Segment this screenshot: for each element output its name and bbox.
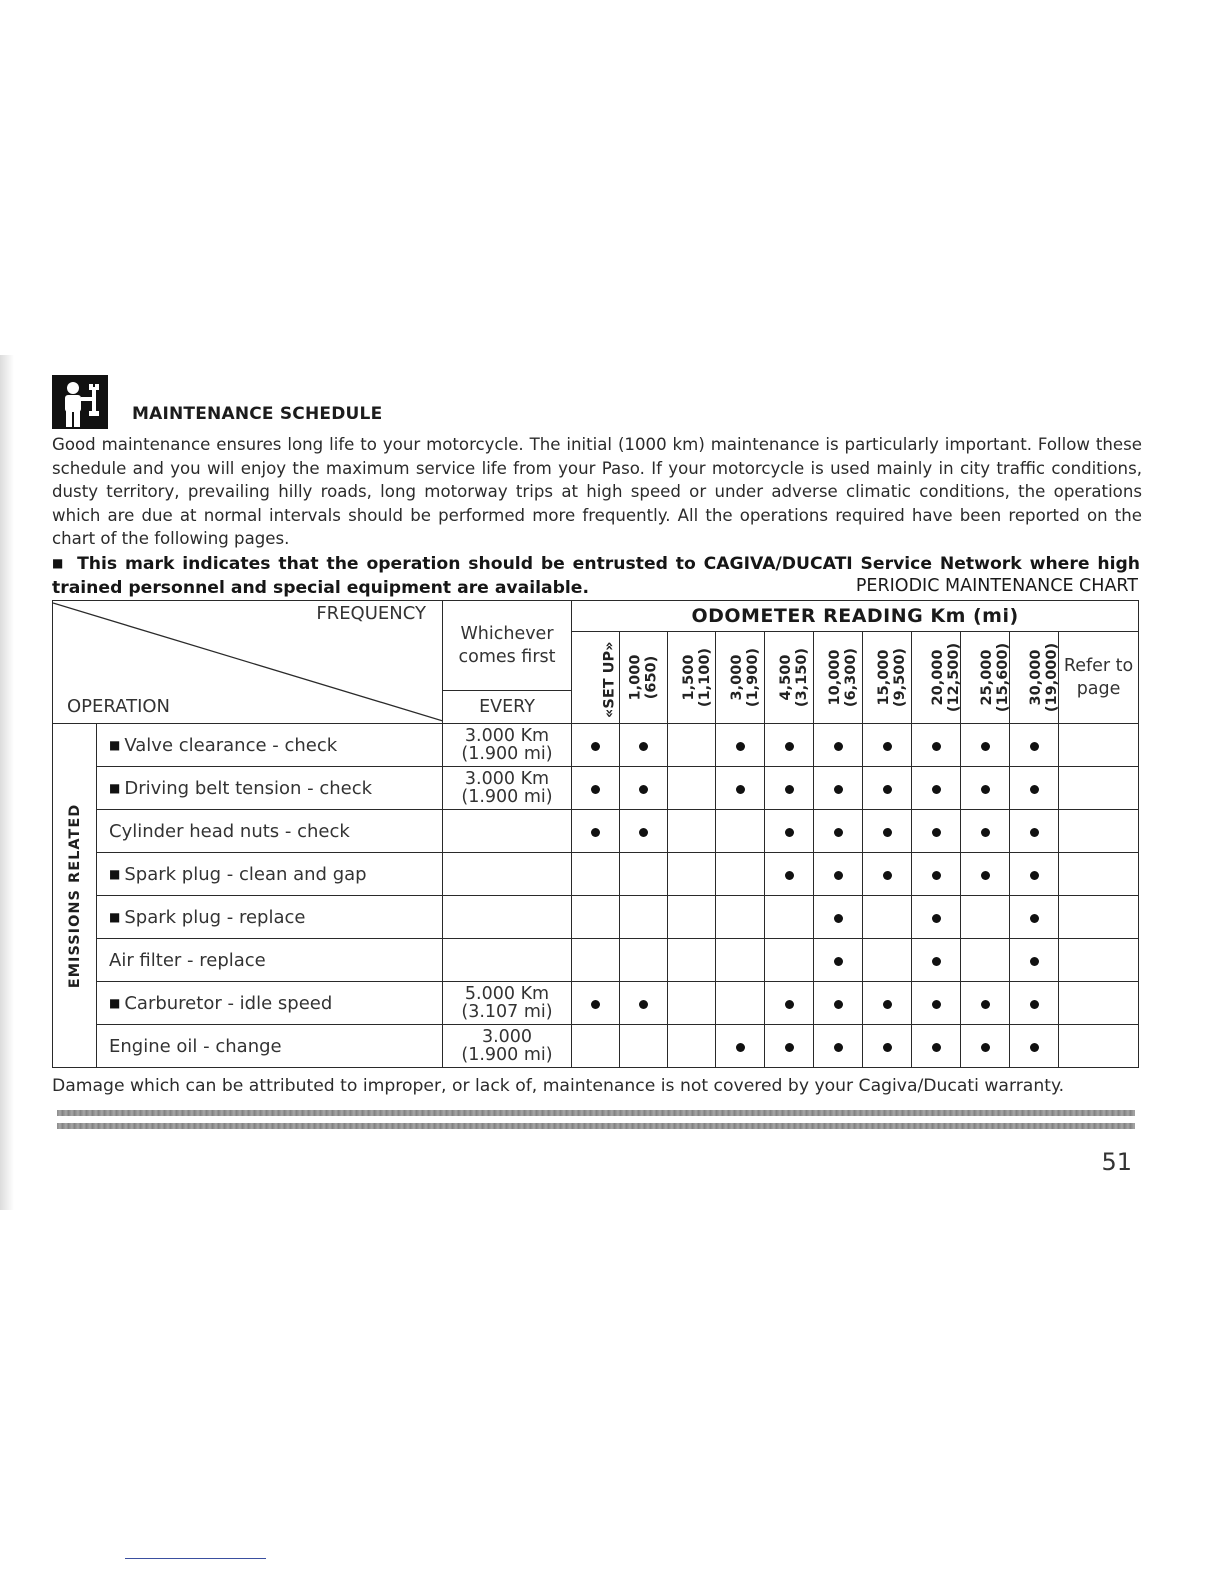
odometer-column-header (765, 632, 814, 724)
service-dot (981, 871, 990, 880)
operation-cell (97, 724, 443, 767)
table-row (53, 767, 1139, 810)
service-dot (981, 742, 990, 751)
service-dot (883, 871, 892, 880)
schedule-cell (716, 853, 765, 896)
schedule-cell (765, 982, 814, 1025)
schedule-cell (814, 810, 863, 853)
service-dot (1030, 785, 1039, 794)
service-dot (834, 785, 843, 794)
group-cell (53, 724, 97, 1068)
odometer-column-label (877, 648, 908, 707)
schedule-cell (961, 1025, 1010, 1068)
odometer-mi: (12,500) (945, 642, 962, 713)
odometer-column-label (628, 655, 659, 701)
whichever-header: Whichever comes first (443, 601, 572, 691)
table-row (53, 853, 1139, 896)
service-dot (1030, 957, 1039, 966)
service-dot (1030, 1000, 1039, 1009)
schedule-cell (765, 1025, 814, 1068)
service-dot (883, 1043, 892, 1052)
odometer-column-header (863, 632, 912, 724)
divider-rule (57, 1110, 1135, 1116)
service-dot (932, 914, 941, 923)
odometer-km: «SET UP» (601, 641, 618, 718)
interval-line: 3.000 (481, 1027, 533, 1047)
schedule-cell (620, 896, 668, 939)
operation-name: Carburetor - idle speed (124, 992, 333, 1014)
service-dot (932, 1000, 941, 1009)
schedule-cell (572, 724, 620, 767)
schedule-cell (620, 810, 668, 853)
operation-name: Driving belt tension - check (124, 777, 373, 799)
operation-cell (97, 853, 443, 896)
schedule-cell (814, 724, 863, 767)
operation-cell (97, 810, 443, 853)
corner-header (53, 601, 443, 724)
schedule-cell (572, 810, 620, 853)
service-dot (883, 785, 892, 794)
schedule-cell (814, 1025, 863, 1068)
interval-line: (3.107 mi) (461, 1002, 553, 1022)
schedule-cell (668, 939, 716, 982)
operation-name: Air filter - replace (109, 949, 266, 971)
odometer-column-header (572, 632, 620, 724)
service-dot (981, 1043, 990, 1052)
odometer-km: 15,000 (876, 649, 893, 706)
service-dot (834, 742, 843, 751)
refer-cell (1059, 724, 1139, 767)
schedule-cell (620, 767, 668, 810)
service-dot (834, 871, 843, 880)
schedule-cell (1010, 853, 1059, 896)
schedule-cell (572, 982, 620, 1025)
service-dot (981, 785, 990, 794)
table-row (53, 724, 1139, 767)
interval-line: (1.900 mi) (461, 744, 553, 764)
interval-cell (443, 853, 572, 896)
service-dot (639, 828, 648, 837)
page-edge-shadow (0, 355, 14, 1210)
table-row (53, 896, 1139, 939)
operation-cell (97, 982, 443, 1025)
schedule-cell (863, 853, 912, 896)
odometer-column-label (602, 641, 618, 717)
odometer-mi: (9,500) (891, 647, 908, 708)
service-dot (834, 957, 843, 966)
schedule-cell (716, 810, 765, 853)
page-number: 51 (1101, 1148, 1132, 1176)
service-dot (736, 785, 745, 794)
service-dot (932, 742, 941, 751)
schedule-cell (620, 724, 668, 767)
odometer-column-label (980, 643, 1011, 712)
schedule-cell (863, 1025, 912, 1068)
interval-line: 5.000 Km (464, 984, 550, 1004)
dealer-notice-text: This mark indicates that the operation should be entrusted to CAGIVA/DUCATI Service Network where high trained personnel and special equipment are available. (52, 554, 1140, 598)
operation-name: Cylinder head nuts - check (109, 820, 350, 842)
schedule-cell (765, 853, 814, 896)
schedule-cell (572, 896, 620, 939)
service-dot (591, 1000, 600, 1009)
operation-cell (97, 939, 443, 982)
odometer-column-header (1010, 632, 1059, 724)
schedule-cell (668, 1025, 716, 1068)
schedule-cell (1010, 1025, 1059, 1068)
odometer-column-label (682, 648, 713, 707)
dealer-mark-icon: ■ (52, 556, 66, 570)
service-dot (1030, 1043, 1039, 1052)
service-dot (736, 742, 745, 751)
schedule-cell (620, 982, 668, 1025)
interval-line: (1.900 mi) (461, 787, 553, 807)
service-dot (1030, 828, 1039, 837)
refer-cell (1059, 767, 1139, 810)
service-dot (1030, 871, 1039, 880)
table-row (53, 810, 1139, 853)
schedule-cell (620, 1025, 668, 1068)
schedule-cell (620, 939, 668, 982)
dealer-mark-icon: ■ (109, 866, 121, 881)
refer-cell (1059, 810, 1139, 853)
odometer-mi: (6,300) (842, 647, 859, 708)
service-dot (883, 1000, 892, 1009)
schedule-cell (961, 853, 1010, 896)
schedule-cell (716, 982, 765, 1025)
operation-name: Spark plug - clean and gap (124, 863, 367, 885)
interval-cell (443, 896, 572, 939)
service-dot (785, 1000, 794, 1009)
service-dot (639, 1000, 648, 1009)
odometer-km: 3,000 (729, 654, 746, 701)
service-dot (932, 828, 941, 837)
table-row (53, 939, 1139, 982)
group-label: EMISSIONS RELATED (66, 803, 83, 988)
odometer-mi: (19,000) (1043, 642, 1060, 713)
schedule-cell (765, 724, 814, 767)
schedule-cell (863, 982, 912, 1025)
odometer-header: ODOMETER READING Km (mi) (572, 601, 1139, 632)
service-dot (932, 785, 941, 794)
schedule-cell (668, 767, 716, 810)
intro-paragraph: Good maintenance ensures long life to your motorcycle. The initial (1000 km) maintenance is particularly important. Follow these schedule and you will enjoy the maximum service life from your Paso. If your motorcycle is used mainly in city traffic conditions, dusty territory, prevailing hilly roads, long motorway trips at high speed or under adverse climatic conditions, the operations which are due at normal intervals should be performed more frequently. All the operations required have been reported on the chart of the following pages. (52, 435, 1142, 548)
interval-cell (443, 810, 572, 853)
schedule-cell (765, 939, 814, 982)
dealer-mark-icon: ■ (109, 780, 121, 795)
schedule-cell (863, 810, 912, 853)
schedule-cell (716, 896, 765, 939)
schedule-cell (572, 939, 620, 982)
odometer-column-label (779, 648, 810, 707)
schedule-cell (912, 767, 961, 810)
odometer-km: 25,000 (979, 649, 996, 706)
schedule-cell (814, 982, 863, 1025)
schedule-cell (765, 896, 814, 939)
refer-cell (1059, 853, 1139, 896)
schedule-cell (814, 767, 863, 810)
service-dot (736, 1043, 745, 1052)
service-dot (785, 742, 794, 751)
schedule-cell (765, 767, 814, 810)
schedule-cell (814, 853, 863, 896)
odometer-column-header (716, 632, 765, 724)
odometer-km: 10,000 (827, 649, 844, 706)
service-dot (785, 1043, 794, 1052)
odometer-column-header (668, 632, 716, 724)
operation-cell (97, 1025, 443, 1068)
schedule-cell (668, 896, 716, 939)
maintenance-chart (52, 600, 1139, 1068)
odometer-km: 1,000 (627, 654, 643, 701)
divider-rule (57, 1123, 1135, 1129)
interval-line: 3.000 Km (464, 726, 550, 746)
schedule-cell (961, 724, 1010, 767)
schedule-cell (668, 810, 716, 853)
operation-name: Valve clearance - check (124, 734, 338, 756)
refer-cell (1059, 896, 1139, 939)
odometer-mi: (1,100) (696, 647, 713, 708)
schedule-cell (1010, 767, 1059, 810)
schedule-cell (716, 939, 765, 982)
schedule-cell (912, 896, 961, 939)
odometer-km: 1,500 (681, 654, 698, 701)
schedule-cell (912, 810, 961, 853)
service-dot (1030, 742, 1039, 751)
schedule-cell (912, 1025, 961, 1068)
service-dot (932, 957, 941, 966)
interval-cell (443, 982, 572, 1025)
schedule-cell (863, 939, 912, 982)
odometer-column-header (620, 632, 668, 724)
service-dot (591, 785, 600, 794)
schedule-cell (716, 724, 765, 767)
service-dot (785, 785, 794, 794)
odometer-km: 4,500 (778, 654, 795, 701)
service-dot (834, 914, 843, 923)
service-dot (981, 1000, 990, 1009)
schedule-cell (572, 767, 620, 810)
schedule-cell (1010, 896, 1059, 939)
schedule-cell (961, 896, 1010, 939)
interval-line: 3.000 Km (464, 769, 550, 789)
service-dot (785, 871, 794, 880)
service-dot (639, 785, 648, 794)
interval-cell (443, 767, 572, 810)
service-dot (981, 828, 990, 837)
schedule-cell (572, 1025, 620, 1068)
schedule-cell (668, 853, 716, 896)
operation-label: OPERATION (67, 696, 171, 717)
refer-cell (1059, 1025, 1139, 1068)
service-dot (785, 828, 794, 837)
service-dot (591, 828, 600, 837)
schedule-cell (668, 724, 716, 767)
schedule-cell (961, 810, 1010, 853)
schedule-cell (668, 982, 716, 1025)
schedule-cell (863, 896, 912, 939)
schedule-cell (620, 853, 668, 896)
odometer-mi: (650) (642, 655, 659, 700)
mechanic-with-wrench-icon (52, 375, 108, 429)
service-dot (834, 1000, 843, 1009)
schedule-cell (863, 767, 912, 810)
odometer-km: 20,000 (930, 649, 947, 706)
interval-line: (1.900 mi) (461, 1045, 553, 1065)
schedule-cell (961, 982, 1010, 1025)
schedule-cell (961, 767, 1010, 810)
service-dot (932, 1043, 941, 1052)
schedule-cell (863, 724, 912, 767)
table-row (53, 982, 1139, 1025)
operation-name: Engine oil - change (109, 1035, 282, 1057)
service-dot (883, 742, 892, 751)
dealer-mark-icon: ■ (109, 737, 121, 752)
operation-cell (97, 767, 443, 810)
service-dot (834, 1043, 843, 1052)
service-dot (883, 828, 892, 837)
schedule-cell (814, 939, 863, 982)
schedule-cell (912, 939, 961, 982)
schedule-cell (1010, 982, 1059, 1025)
refer-cell (1059, 939, 1139, 982)
operation-cell (97, 896, 443, 939)
schedule-cell (961, 939, 1010, 982)
schedule-cell (912, 982, 961, 1025)
odometer-mi: (15,600) (994, 642, 1011, 713)
schedule-cell (716, 1025, 765, 1068)
warranty-note: Damage which can be attributed to improper, or lack of, maintenance is not covered by your Cagiva/Ducati warranty. (52, 1076, 1065, 1096)
service-dot (639, 742, 648, 751)
schedule-cell (912, 853, 961, 896)
service-dot (1030, 914, 1039, 923)
table-row (53, 1025, 1139, 1068)
interval-cell (443, 1025, 572, 1068)
schedule-cell (1010, 810, 1059, 853)
interval-cell (443, 724, 572, 767)
refer-header: Refer to page (1059, 632, 1139, 724)
chart-title: PERIODIC MAINTENANCE CHART (855, 576, 1138, 596)
frequency-label: FREQUENCY (316, 603, 426, 624)
interval-cell (443, 939, 572, 982)
schedule-cell (572, 853, 620, 896)
odometer-column-header (961, 632, 1010, 724)
dealer-mark-icon: ■ (109, 909, 121, 924)
operation-name: Spark plug - replace (124, 906, 306, 928)
odometer-column-label (730, 648, 761, 707)
schedule-cell (765, 810, 814, 853)
schedule-cell (912, 724, 961, 767)
schedule-cell (1010, 939, 1059, 982)
every-header: EVERY (443, 691, 572, 724)
odometer-column-label (931, 643, 962, 712)
service-dot (834, 828, 843, 837)
odometer-mi: (1,900) (744, 647, 761, 708)
odometer-column-label (1029, 643, 1060, 712)
service-dot (932, 871, 941, 880)
odometer-column-label (828, 648, 859, 707)
odometer-km: 30,000 (1028, 649, 1045, 706)
page-title: MAINTENANCE SCHEDULE (132, 404, 383, 424)
service-dot (591, 742, 600, 751)
odometer-mi: (3,150) (793, 647, 810, 708)
refer-cell (1059, 982, 1139, 1025)
odometer-column-header (912, 632, 961, 724)
footnote-rule (125, 1558, 266, 1559)
odometer-column-header (814, 632, 863, 724)
schedule-cell (814, 896, 863, 939)
schedule-cell (716, 767, 765, 810)
schedule-cell (1010, 724, 1059, 767)
dealer-mark-icon: ■ (109, 995, 121, 1010)
